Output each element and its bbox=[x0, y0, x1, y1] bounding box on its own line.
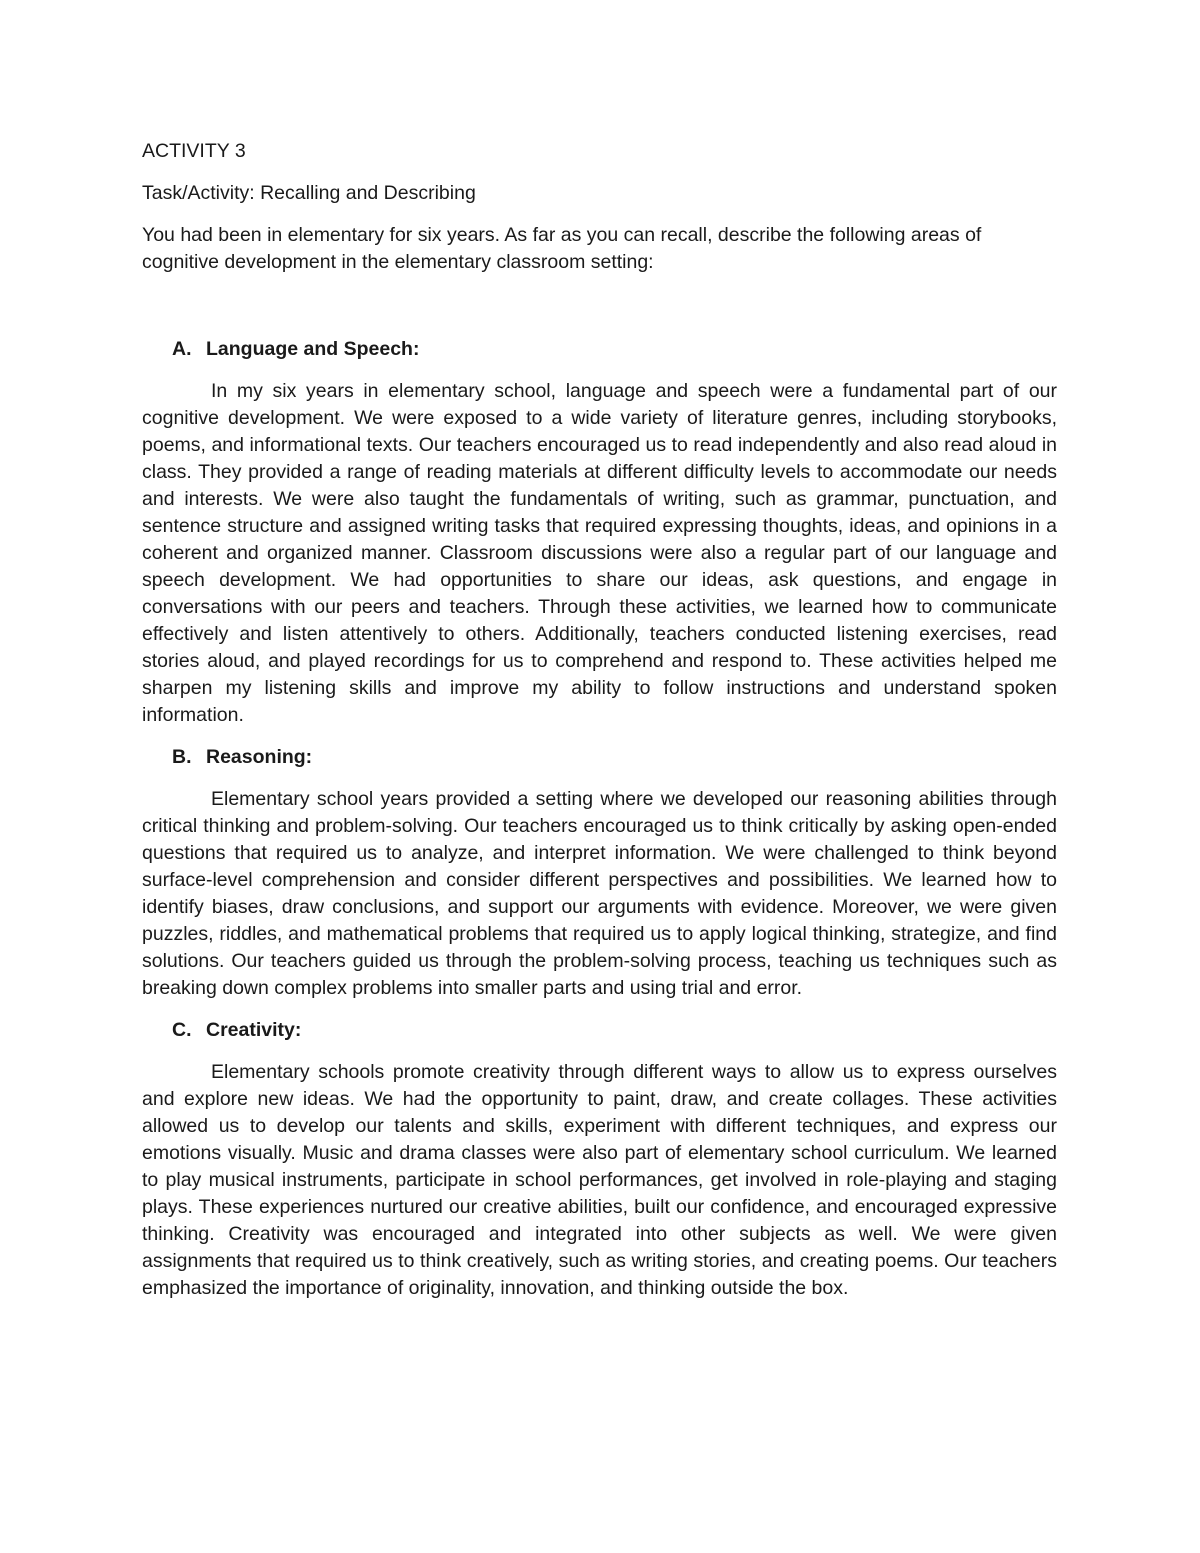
section-letter: C. bbox=[172, 1019, 192, 1041]
section-heading bbox=[172, 336, 1057, 363]
section-letter: A. bbox=[172, 338, 192, 360]
section-body: Elementary schools promote creativity through different ways to allow us to express ourselves and explore new ideas. We had the opportunity to paint, draw, and create collages. These activities allowed us to develop our talents and skills, experiment with different techniques, and express our emotions visually. Music and drama classes were also part of elementary school curriculum. We learned to play musical instruments, participate in school performances, get involved in role-playing and staging plays. These experiences nurtured our creative abilities, built our confidence, and encouraged expressive thinking. Creativity was encouraged and integrated into other subjects as well. We were given assignments that required us to think creatively, such as writing stories, and creating poems. Our teachers emphasized the importance of originality, innovation, and thinking outside the box. bbox=[142, 1061, 1057, 1299]
section-heading bbox=[172, 744, 1057, 771]
section-body: Elementary school years provided a setting where we developed our reasoning abilities through critical thinking and problem-solving. Our teachers encouraged us to think critically by asking open-ended questions that required us to analyze, and interpret information. We were challenged to think beyond surface-level comprehension and consider different perspectives and possibilities. We learned how to identify biases, draw conclusions, and support our arguments with evidence. Moreover, we were given puzzles, riddles, and mathematical problems that required us to apply logical thinking, strategize, and find solutions. Our teachers guided us through the problem-solving process, teaching us techniques such as breaking down complex problems into smaller parts and using trial and error. bbox=[142, 788, 1057, 999]
activity-title: ACTIVITY 3 bbox=[142, 140, 246, 162]
intro-paragraph: You had been in elementary for six years. As far as you can recall, describe the following areas of cognitive development in the elementary classroom setting: bbox=[142, 224, 982, 273]
section-letter: B. bbox=[172, 746, 192, 768]
section-reasoning bbox=[142, 744, 1057, 1002]
section-heading-text: Language and Speech: bbox=[206, 338, 420, 360]
section-creativity bbox=[142, 1017, 1057, 1302]
document-content bbox=[142, 138, 1057, 1317]
section-heading-text: Creativity: bbox=[206, 1019, 302, 1041]
section-heading bbox=[172, 1017, 1057, 1044]
section-language-speech bbox=[142, 336, 1057, 729]
section-heading-text: Reasoning: bbox=[206, 746, 313, 768]
section-body: In my six years in elementary school, language and speech were a fundamental part of our cognitive development. We were exposed to a wide variety of literature genres, including storybooks, poems, and informational texts. Our teachers encouraged us to read independently and also read aloud in class. They provided a range of reading materials at different difficulty levels to accommodate our needs and interests. We were also taught the fundamentals of writing, such as grammar, punctuation, and sentence structure and assigned writing tasks that required expressing thoughts, ideas, and opinions in a coherent and organized manner. Classroom discussions were also a regular part of our language and speech development. We had opportunities to share our ideas, ask questions, and engage in conversations with our peers and teachers. Through these activities, we learned how to communicate effectively and listen attentively to others. Additionally, teachers conducted listening exercises, read stories aloud, and played recordings for us to comprehend and respond to. These activities helped me sharpen my listening skills and improve my ability to follow instructions and understand spoken information. bbox=[142, 380, 1057, 726]
task-line: Task/Activity: Recalling and Describing bbox=[142, 182, 476, 204]
